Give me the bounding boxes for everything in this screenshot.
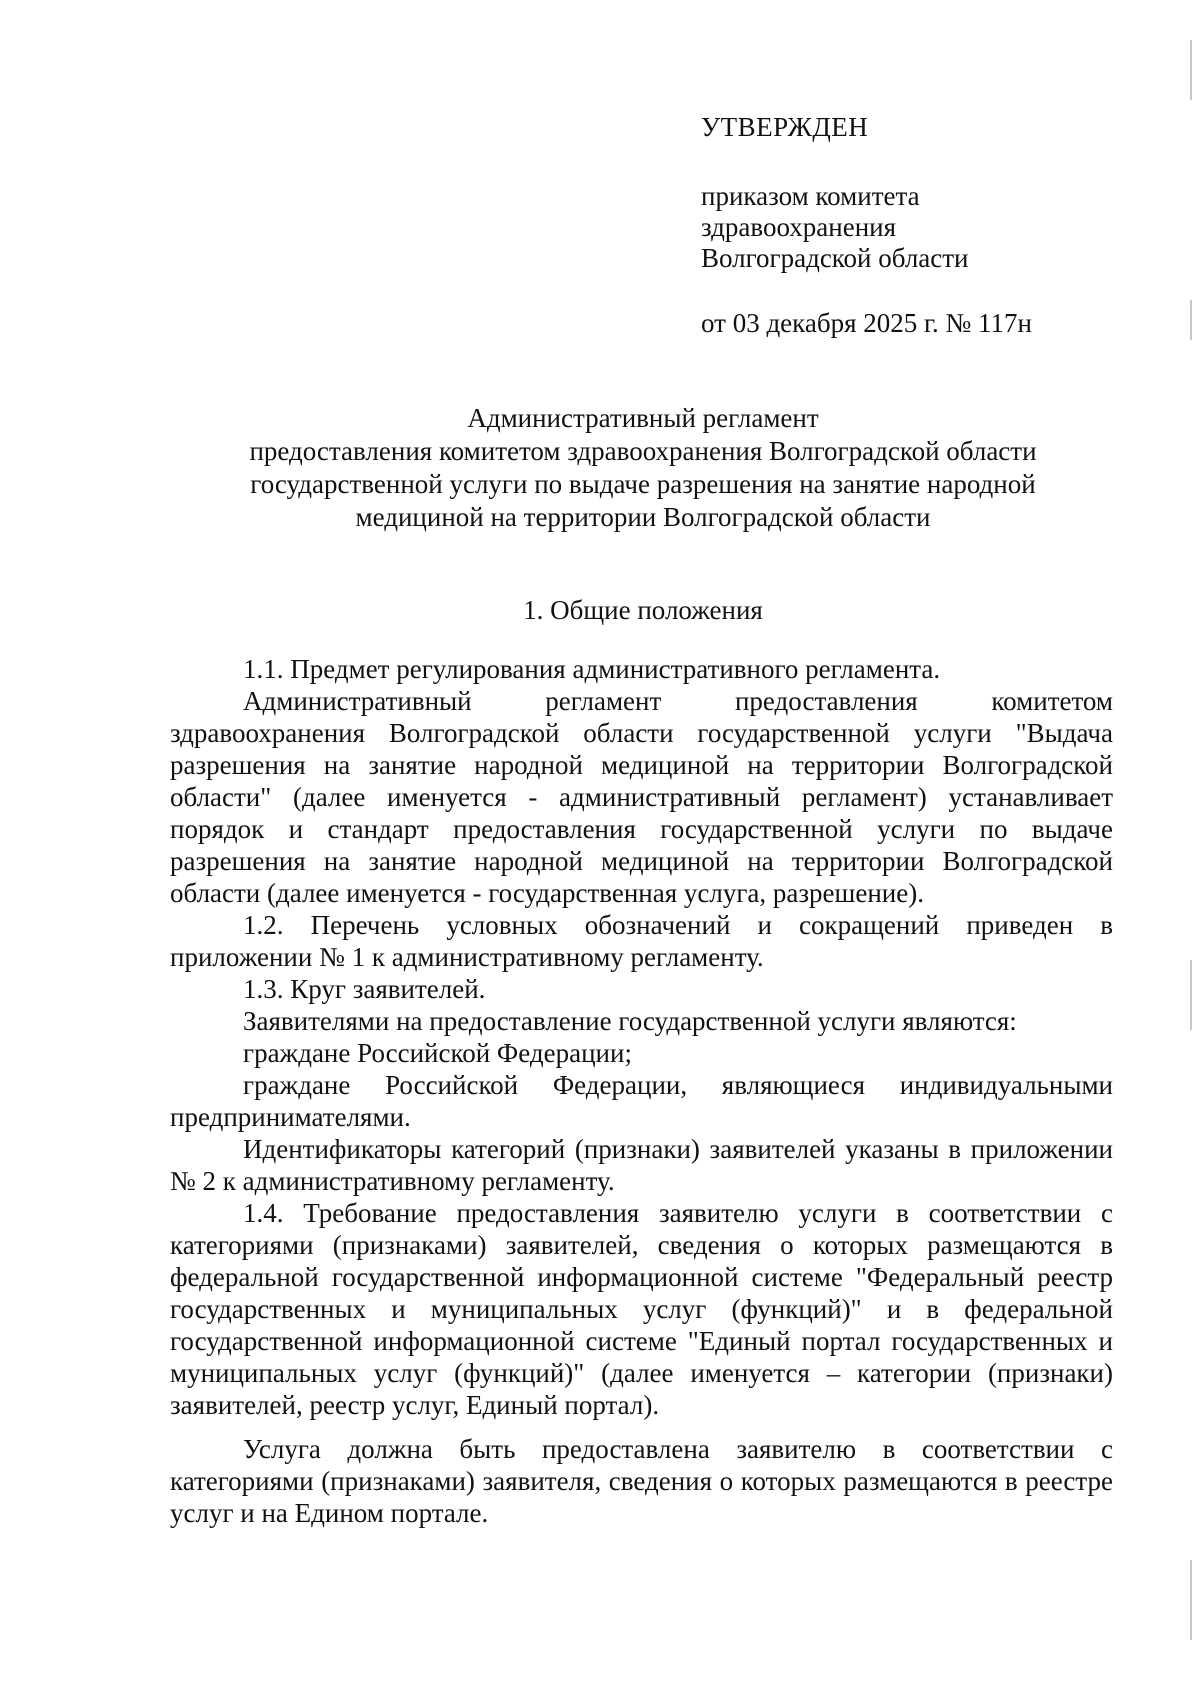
approval-block: [701, 112, 1141, 339]
paragraph: Услуга должна быть предоставлена заявителю в соответствии с категориями (признаками) заявителя, сведения о которых размещаются в реестре услуг и на Едином портале.: [170, 1434, 1113, 1528]
paragraph: 1.4. Требование предоставления заявителю услуги в соответствии с категориями (признаками) заявителей, сведения о которых размещаются в федеральной государственной информационной системе "Федеральный реестр государственных и муниципальных услуг (функций)" и в федеральной государственной информационной системе "Единый портал государственных и муниципальных услуг (функций)" (далее именуется – категории (признаки) заявителей, реестр услуг, Единый портал).: [170, 1198, 1113, 1420]
paragraph: Идентификаторы категорий (признаки) заявителей указаны в приложении № 2 к административному регламенту.: [170, 1134, 1113, 1196]
paragraph: 1.1. Предмет регулирования административного регламента.: [243, 654, 941, 684]
approval-heading: УТВЕРЖДЕН: [701, 112, 869, 142]
paragraph: граждане Российской Федерации, являющиеся индивидуальными предпринимателями.: [170, 1070, 1113, 1132]
approval-by-line: здравоохранения: [701, 212, 897, 242]
approval-by-line: приказом комитета: [701, 181, 920, 211]
title-line: медициной на территории Волгоградской области: [355, 502, 931, 532]
paragraph: Административный регламент предоставления комитетом здравоохранения Волгоградской области государственной услуги "Выдача разрешения на занятие народной медициной на территории Волгоградской области" (далее именуется - административный регламент) устанавливает порядок и стандарт предоставления государственной услуги по выдаче разрешения на занятие народной медициной на территории Волгоградской области (далее именуется - государственная услуга, разрешение).: [170, 686, 1113, 908]
scan-edge-mark: [1190, 300, 1192, 340]
title-line: предоставления комитетом здравоохранения Волгоградской области: [249, 436, 1037, 466]
scan-edge-mark: [1190, 960, 1192, 1030]
approval-date: от 03 декабря 2025 г. № 117н: [701, 308, 1033, 338]
title-line: государственной услуги по выдаче разрешения на занятие народной: [250, 469, 1036, 499]
scan-edge-mark: [1190, 40, 1192, 100]
scan-edge-mark: [1190, 1560, 1192, 1640]
document-title: [200, 402, 1086, 534]
paragraph: 1.3. Круг заявителей.: [243, 974, 486, 1004]
approval-by-line: Волгоградской области: [701, 243, 969, 273]
paragraph: Заявителями на предоставление государственной услуги являются:: [243, 1006, 1017, 1036]
paragraph: 1.2. Перечень условных обозначений и сокращений приведен в приложении № 1 к административному регламенту.: [170, 910, 1113, 972]
title-line: Административный регламент: [467, 403, 819, 433]
paragraph: граждане Российской Федерации;: [243, 1038, 632, 1068]
section-heading: 1. Общие положения: [523, 595, 763, 625]
body-text: [170, 653, 1113, 1529]
